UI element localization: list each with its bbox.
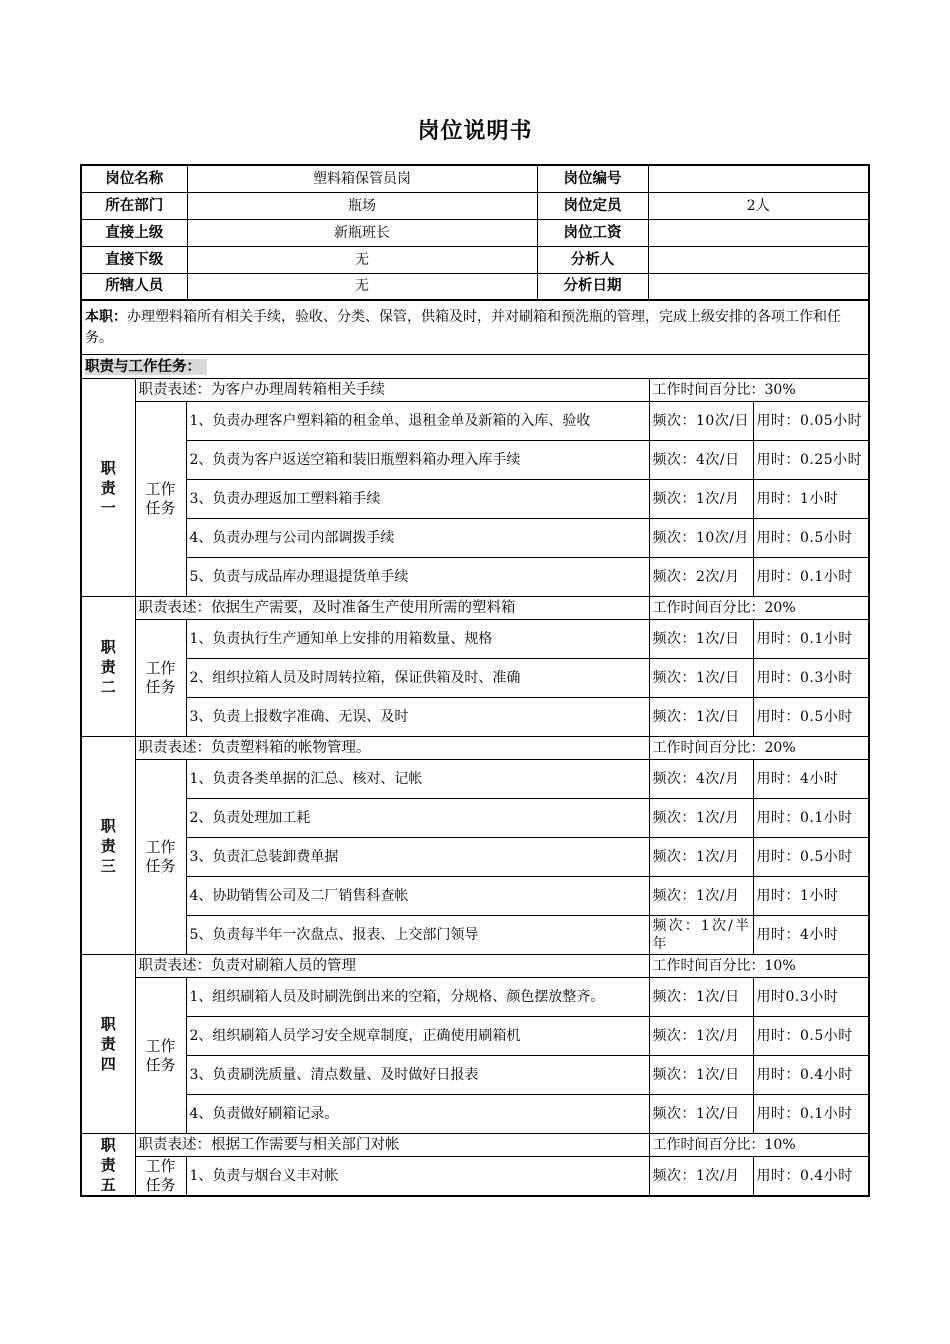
duty-label: 职 责 三: [81, 737, 135, 955]
info-value: 新瓶班长: [187, 219, 537, 246]
info-row: [81, 165, 869, 192]
task-duration: 用时：1小时: [753, 877, 869, 916]
task-frequency: 频次：1次/月: [649, 838, 753, 877]
info-value: [648, 165, 869, 192]
task-duration: 用时：1小时: [753, 480, 869, 519]
task-frequency: 频次：4次/日: [649, 441, 753, 480]
section-heading-text: 职责与工作任务：: [85, 359, 207, 375]
info-label: 岗位定员: [537, 192, 648, 219]
duty-time-percent: 工作时间百分比：20%: [649, 597, 869, 620]
task-duration: 用时：0.5小时: [753, 1017, 869, 1056]
info-label: 直接上级: [81, 219, 187, 246]
task-row: [81, 799, 869, 838]
task-frequency: 频次：1次/月: [649, 1157, 753, 1197]
task-duration: 用时：0.5小时: [753, 519, 869, 558]
task-row: [81, 1056, 869, 1095]
task-row: [81, 402, 869, 441]
task-text: 5、负责每半年一次盘点、报表、上交部门领导: [186, 916, 649, 955]
info-row: [81, 192, 869, 219]
task-text: 3、负责汇总装卸费单据: [186, 838, 649, 877]
task-duration: 用时：0.1小时: [753, 558, 869, 597]
task-duration: 用时0.3小时: [753, 978, 869, 1017]
section-heading: [81, 355, 869, 379]
duties-table: [80, 300, 870, 1197]
duty-statement: 职责表述：根据工作需要与相关部门对帐: [135, 1134, 649, 1157]
info-value: 瓶场: [187, 192, 537, 219]
info-label: 分析人: [537, 246, 648, 273]
task-frequency: 频次：1次/月: [649, 1017, 753, 1056]
duty-statement: 职责表述：负责塑料箱的帐物管理。: [135, 737, 649, 760]
info-label: 所辖人员: [81, 273, 187, 300]
task-frequency: 频次：1次/月: [649, 799, 753, 838]
task-frequency: 频次：1次/日: [649, 978, 753, 1017]
task-frequency: 频次：1次/月: [649, 480, 753, 519]
info-value: [648, 273, 869, 300]
task-label: 工作任务: [135, 620, 186, 737]
task-row: [81, 659, 869, 698]
task-text: 1、组织刷箱人员及时刷洗倒出来的空箱，分规格、颜色摆放整齐。: [186, 978, 649, 1017]
task-label: 工作任务: [135, 402, 186, 597]
duty-statement: 职责表述：依据生产需要，及时准备生产使用所需的塑料箱: [135, 597, 649, 620]
task-label: 工作任务: [135, 978, 186, 1134]
task-row: [81, 877, 869, 916]
duty-statement: 职责表述：为客户办理周转箱相关手续: [135, 379, 649, 402]
duty-statement-row: [81, 1134, 869, 1157]
task-duration: 用时：0.5小时: [753, 838, 869, 877]
task-frequency: 频次：2次/月: [649, 558, 753, 597]
task-row: [81, 916, 869, 955]
task-duration: 用时：0.3小时: [753, 659, 869, 698]
duty-label: 职 责 五: [81, 1134, 135, 1197]
info-value: 塑料箱保管员岗: [187, 165, 537, 192]
task-frequency: 频次：10次/日: [649, 402, 753, 441]
info-label: 直接下级: [81, 246, 187, 273]
duty-statement-row: [81, 955, 869, 978]
task-text: 1、负责办理客户塑料箱的租金单、退租金单及新箱的入库、验收: [186, 402, 649, 441]
task-text: 1、负责与烟台义丰对帐: [186, 1157, 649, 1197]
duty-statement: 职责表述：负责对刷箱人员的管理: [135, 955, 649, 978]
task-label: 工作任务: [135, 760, 186, 955]
task-text: 2、负责为客户返送空箱和装旧瓶塑料箱办理入库手续: [186, 441, 649, 480]
task-row: [81, 1095, 869, 1134]
duty-statement-row: [81, 737, 869, 760]
task-frequency: 频次：1次/日: [649, 659, 753, 698]
task-text: 3、负责办理返加工塑料箱手续: [186, 480, 649, 519]
task-text: 2、组织拉箱人员及时周转拉箱，保证供箱及时、准确: [186, 659, 649, 698]
task-text: 4、负责做好刷箱记录。: [186, 1095, 649, 1134]
page-title: 岗位说明书: [417, 119, 533, 144]
duty-time-percent: 工作时间百分比：30%: [649, 379, 869, 402]
task-text: 3、负责刷洗质量、清点数量、及时做好日报表: [186, 1056, 649, 1095]
info-value: 无: [187, 246, 537, 273]
task-duration: 用时：4小时: [753, 916, 869, 955]
info-row: [81, 219, 869, 246]
info-value: [648, 246, 869, 273]
info-value: [648, 219, 869, 246]
duty-label: 职 责 一: [81, 379, 135, 597]
task-duration: 用时：0.1小时: [753, 620, 869, 659]
task-duration: 用时：0.05小时: [753, 402, 869, 441]
task-row: [81, 480, 869, 519]
task-label: 工作任务: [135, 1157, 186, 1197]
duty-label: 职 责 四: [81, 955, 135, 1134]
task-row: [81, 698, 869, 737]
task-duration: 用时：0.5小时: [753, 698, 869, 737]
task-row: [81, 838, 869, 877]
info-label: 岗位编号: [537, 165, 648, 192]
task-duration: 用时：4小时: [753, 760, 869, 799]
task-row: [81, 1157, 869, 1197]
info-value: 无: [187, 273, 537, 300]
task-row: [81, 978, 869, 1017]
duty-statement-row: [81, 597, 869, 620]
task-frequency: 频次：1次/半年: [649, 916, 753, 955]
task-text: 2、组织刷箱人员学习安全规章制度，正确使用刷箱机: [186, 1017, 649, 1056]
task-duration: 用时：0.1小时: [753, 799, 869, 838]
duty-time-percent: 工作时间百分比：10%: [649, 955, 869, 978]
duty-time-percent: 工作时间百分比：10%: [649, 1134, 869, 1157]
job-summary-text: 办理塑料箱所有相关手续，验收、分类、保管，供箱及时，并对刷箱和预洗瓶的管理，完成上级安排的各项工作和任务。: [85, 308, 841, 346]
duty-label: 职 责 二: [81, 597, 135, 737]
task-text: 1、负责各类单据的汇总、核对、记帐: [186, 760, 649, 799]
info-value: 2人: [648, 192, 869, 219]
job-summary: [81, 301, 869, 355]
task-row: [81, 620, 869, 659]
task-text: 3、负责上报数字准确、无误、及时: [186, 698, 649, 737]
info-label: 岗位名称: [81, 165, 187, 192]
task-frequency: 频次：4次/月: [649, 760, 753, 799]
info-label: 分析日期: [537, 273, 648, 300]
task-frequency: 频次：1次/日: [649, 620, 753, 659]
task-frequency: 频次：1次/日: [649, 1056, 753, 1095]
task-duration: 用时：0.1小时: [753, 1095, 869, 1134]
task-row: [81, 441, 869, 480]
task-text: 4、负责办理与公司内部调拨手续: [186, 519, 649, 558]
task-frequency: 频次：10次/月: [649, 519, 753, 558]
task-text: 2、负责处理加工耗: [186, 799, 649, 838]
task-duration: 用时：0.4小时: [753, 1157, 869, 1197]
info-row: [81, 246, 869, 273]
info-row: [81, 273, 869, 300]
duty-statement-row: [81, 379, 869, 402]
task-text: 4、协助销售公司及二厂销售科查帐: [186, 877, 649, 916]
task-frequency: 频次：1次/日: [649, 1095, 753, 1134]
task-row: [81, 760, 869, 799]
task-text: 5、负责与成品库办理退提货单手续: [186, 558, 649, 597]
task-frequency: 频次：1次/日: [649, 698, 753, 737]
task-text: 1、负责执行生产通知单上安排的用箱数量、规格: [186, 620, 649, 659]
task-row: [81, 519, 869, 558]
task-frequency: 频次：1次/月: [649, 877, 753, 916]
info-label: 所在部门: [81, 192, 187, 219]
task-row: [81, 558, 869, 597]
basic-info-table: [80, 164, 870, 301]
task-duration: 用时：0.4小时: [753, 1056, 869, 1095]
duty-time-percent: 工作时间百分比：20%: [649, 737, 869, 760]
info-label: 岗位工资: [537, 219, 648, 246]
job-summary-label: 本职：: [85, 308, 127, 325]
task-duration: 用时：0.25小时: [753, 441, 869, 480]
task-row: [81, 1017, 869, 1056]
